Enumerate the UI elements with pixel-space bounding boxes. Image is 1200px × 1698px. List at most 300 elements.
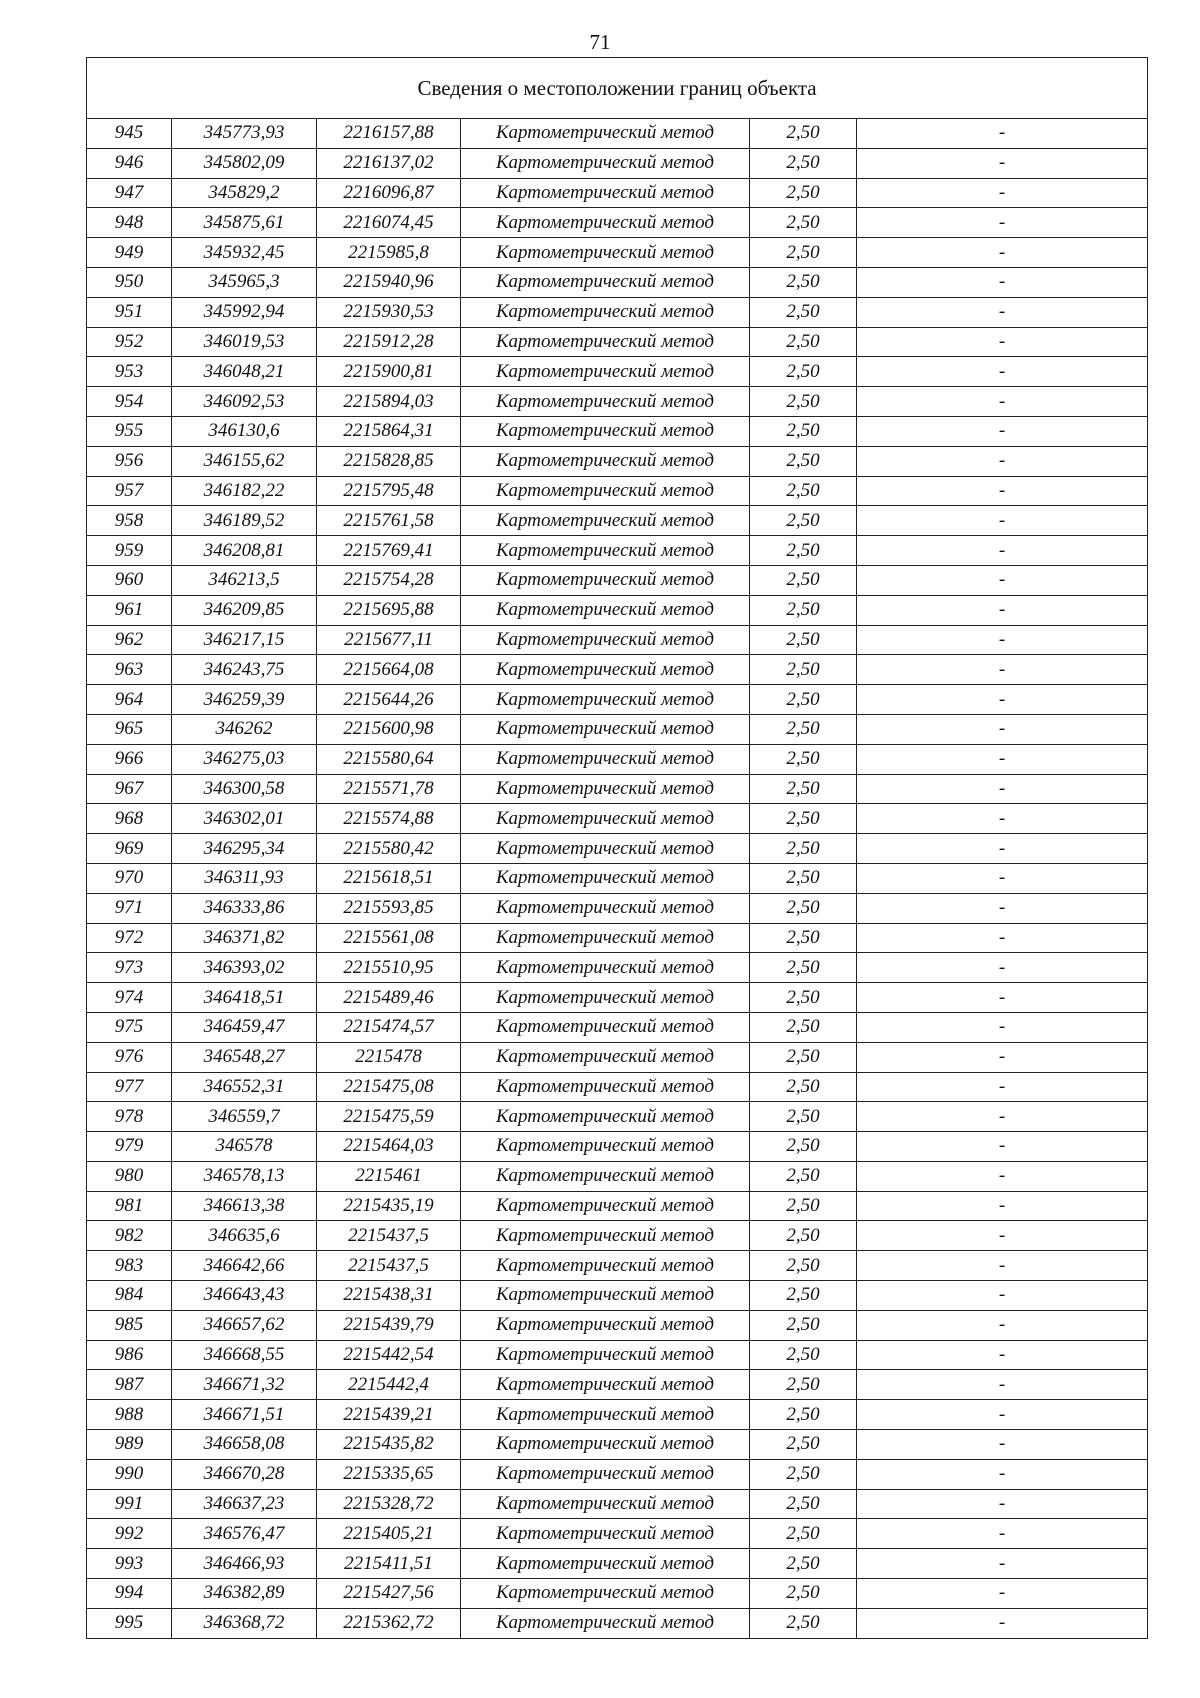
cell-method: Картометрический метод <box>461 1370 750 1400</box>
cell-accuracy: 2,50 <box>750 1191 857 1221</box>
cell-y-coordinate: 2215437,5 <box>317 1221 461 1251</box>
table-title-row <box>87 58 1148 119</box>
cell-description: - <box>857 238 1148 268</box>
cell-description: - <box>857 327 1148 357</box>
cell-x-coordinate: 346182,22 <box>172 476 317 506</box>
cell-point-number: 948 <box>87 208 172 238</box>
cell-x-coordinate: 346637,23 <box>172 1489 317 1519</box>
cell-x-coordinate: 345965,3 <box>172 267 317 297</box>
cell-y-coordinate: 2215475,08 <box>317 1072 461 1102</box>
table-row <box>87 834 1148 864</box>
cell-description: - <box>857 1221 1148 1251</box>
cell-y-coordinate: 2216074,45 <box>317 208 461 238</box>
cell-method: Картометрический метод <box>461 416 750 446</box>
cell-method: Картометрический метод <box>461 119 750 149</box>
cell-point-number: 958 <box>87 506 172 536</box>
cell-description: - <box>857 416 1148 446</box>
cell-point-number: 961 <box>87 595 172 625</box>
cell-description: - <box>857 863 1148 893</box>
cell-point-number: 962 <box>87 625 172 655</box>
cell-description: - <box>857 267 1148 297</box>
cell-description: - <box>857 714 1148 744</box>
cell-point-number: 994 <box>87 1579 172 1609</box>
cell-x-coordinate: 346217,15 <box>172 625 317 655</box>
cell-accuracy: 2,50 <box>750 1310 857 1340</box>
cell-y-coordinate: 2215580,64 <box>317 744 461 774</box>
table-row <box>87 565 1148 595</box>
cell-point-number: 989 <box>87 1430 172 1460</box>
cell-accuracy: 2,50 <box>750 1579 857 1609</box>
cell-accuracy: 2,50 <box>750 1281 857 1311</box>
table-row <box>87 1430 1148 1460</box>
cell-point-number: 949 <box>87 238 172 268</box>
cell-accuracy: 2,50 <box>750 1221 857 1251</box>
cell-x-coordinate: 346671,51 <box>172 1400 317 1430</box>
table-row <box>87 357 1148 387</box>
cell-method: Картометрический метод <box>461 983 750 1013</box>
table-row <box>87 506 1148 536</box>
cell-accuracy: 2,50 <box>750 774 857 804</box>
cell-point-number: 970 <box>87 863 172 893</box>
cell-description: - <box>857 1251 1148 1281</box>
cell-x-coordinate: 346668,55 <box>172 1340 317 1370</box>
cell-y-coordinate: 2215411,51 <box>317 1549 461 1579</box>
cell-y-coordinate: 2215644,26 <box>317 685 461 715</box>
cell-accuracy: 2,50 <box>750 536 857 566</box>
table-row <box>87 416 1148 446</box>
cell-description: - <box>857 834 1148 864</box>
cell-description: - <box>857 1281 1148 1311</box>
cell-accuracy: 2,50 <box>750 744 857 774</box>
cell-y-coordinate: 2215795,48 <box>317 476 461 506</box>
cell-x-coordinate: 346275,03 <box>172 744 317 774</box>
table-row <box>87 1489 1148 1519</box>
cell-description: - <box>857 923 1148 953</box>
cell-accuracy: 2,50 <box>750 625 857 655</box>
cell-point-number: 963 <box>87 655 172 685</box>
cell-x-coordinate: 346642,66 <box>172 1251 317 1281</box>
cell-point-number: 954 <box>87 387 172 417</box>
cell-description: - <box>857 625 1148 655</box>
cell-method: Картометрический метод <box>461 1430 750 1460</box>
cell-x-coordinate: 346643,43 <box>172 1281 317 1311</box>
cell-y-coordinate: 2215593,85 <box>317 893 461 923</box>
table-row <box>87 1608 1148 1638</box>
cell-x-coordinate: 346466,93 <box>172 1549 317 1579</box>
cell-y-coordinate: 2215478 <box>317 1042 461 1072</box>
cell-x-coordinate: 346243,75 <box>172 655 317 685</box>
table-row <box>87 1310 1148 1340</box>
cell-accuracy: 2,50 <box>750 863 857 893</box>
cell-y-coordinate: 2215985,8 <box>317 238 461 268</box>
cell-description: - <box>857 1519 1148 1549</box>
cell-description: - <box>857 1370 1148 1400</box>
cell-method: Картометрический метод <box>461 1251 750 1281</box>
table-row <box>87 1579 1148 1609</box>
cell-method: Картометрический метод <box>461 923 750 953</box>
table-row <box>87 655 1148 685</box>
cell-description: - <box>857 536 1148 566</box>
cell-method: Картометрический метод <box>461 536 750 566</box>
cell-point-number: 965 <box>87 714 172 744</box>
cell-x-coordinate: 346262 <box>172 714 317 744</box>
cell-accuracy: 2,50 <box>750 446 857 476</box>
cell-point-number: 951 <box>87 297 172 327</box>
cell-y-coordinate: 2215900,81 <box>317 357 461 387</box>
cell-x-coordinate: 346295,34 <box>172 834 317 864</box>
cell-y-coordinate: 2215695,88 <box>317 595 461 625</box>
cell-x-coordinate: 346576,47 <box>172 1519 317 1549</box>
cell-point-number: 953 <box>87 357 172 387</box>
cell-point-number: 977 <box>87 1072 172 1102</box>
cell-accuracy: 2,50 <box>750 267 857 297</box>
cell-method: Картометрический метод <box>461 208 750 238</box>
cell-description: - <box>857 774 1148 804</box>
cell-method: Картометрический метод <box>461 893 750 923</box>
cell-y-coordinate: 2215828,85 <box>317 446 461 476</box>
cell-method: Картометрический метод <box>461 863 750 893</box>
cell-x-coordinate: 346311,93 <box>172 863 317 893</box>
table-title: Сведения о местоположении границ объекта <box>87 58 1148 119</box>
table-row <box>87 119 1148 149</box>
cell-x-coordinate: 345829,2 <box>172 178 317 208</box>
cell-description: - <box>857 1310 1148 1340</box>
cell-method: Картометрический метод <box>461 1549 750 1579</box>
table-row <box>87 863 1148 893</box>
cell-description: - <box>857 1549 1148 1579</box>
cell-method: Картометрический метод <box>461 804 750 834</box>
table-row <box>87 923 1148 953</box>
cell-y-coordinate: 2215442,4 <box>317 1370 461 1400</box>
cell-description: - <box>857 208 1148 238</box>
cell-x-coordinate: 346130,6 <box>172 416 317 446</box>
cell-accuracy: 2,50 <box>750 1489 857 1519</box>
table-row <box>87 1370 1148 1400</box>
table-row <box>87 536 1148 566</box>
cell-point-number: 957 <box>87 476 172 506</box>
table-row <box>87 983 1148 1013</box>
cell-accuracy: 2,50 <box>750 655 857 685</box>
cell-y-coordinate: 2215571,78 <box>317 774 461 804</box>
cell-accuracy: 2,50 <box>750 1608 857 1638</box>
cell-method: Картометрический метод <box>461 625 750 655</box>
cell-method: Картометрический метод <box>461 1161 750 1191</box>
cell-y-coordinate: 2215438,31 <box>317 1281 461 1311</box>
cell-x-coordinate: 346635,6 <box>172 1221 317 1251</box>
cell-point-number: 985 <box>87 1310 172 1340</box>
cell-method: Картометрический метод <box>461 267 750 297</box>
table-row <box>87 148 1148 178</box>
table-row <box>87 1519 1148 1549</box>
table-body <box>87 58 1148 1639</box>
cell-method: Картометрический метод <box>461 238 750 268</box>
cell-method: Картометрический метод <box>461 506 750 536</box>
cell-x-coordinate: 346371,82 <box>172 923 317 953</box>
cell-method: Картометрический метод <box>461 1042 750 1072</box>
cell-description: - <box>857 1489 1148 1519</box>
cell-description: - <box>857 565 1148 595</box>
cell-method: Картометрический метод <box>461 1191 750 1221</box>
table-row <box>87 446 1148 476</box>
table-row <box>87 1221 1148 1251</box>
cell-accuracy: 2,50 <box>750 685 857 715</box>
cell-method: Картометрический метод <box>461 387 750 417</box>
cell-x-coordinate: 346259,39 <box>172 685 317 715</box>
cell-y-coordinate: 2215894,03 <box>317 387 461 417</box>
cell-point-number: 964 <box>87 685 172 715</box>
cell-x-coordinate: 346459,47 <box>172 1012 317 1042</box>
cell-point-number: 986 <box>87 1340 172 1370</box>
cell-accuracy: 2,50 <box>750 1340 857 1370</box>
cell-accuracy: 2,50 <box>750 1042 857 1072</box>
cell-y-coordinate: 2215427,56 <box>317 1579 461 1609</box>
table-row <box>87 1459 1148 1489</box>
cell-method: Картометрический метод <box>461 1281 750 1311</box>
cell-y-coordinate: 2215864,31 <box>317 416 461 446</box>
cell-point-number: 974 <box>87 983 172 1013</box>
cell-y-coordinate: 2216137,02 <box>317 148 461 178</box>
cell-description: - <box>857 1102 1148 1132</box>
cell-x-coordinate: 346548,27 <box>172 1042 317 1072</box>
cell-point-number: 975 <box>87 1012 172 1042</box>
cell-description: - <box>857 953 1148 983</box>
table-row <box>87 476 1148 506</box>
cell-x-coordinate: 346019,53 <box>172 327 317 357</box>
cell-x-coordinate: 345773,93 <box>172 119 317 149</box>
table-row <box>87 1281 1148 1311</box>
cell-method: Картометрический метод <box>461 1489 750 1519</box>
cell-y-coordinate: 2215761,58 <box>317 506 461 536</box>
cell-point-number: 976 <box>87 1042 172 1072</box>
cell-description: - <box>857 983 1148 1013</box>
cell-description: - <box>857 1161 1148 1191</box>
cell-description: - <box>857 297 1148 327</box>
cell-accuracy: 2,50 <box>750 1161 857 1191</box>
cell-y-coordinate: 2215439,79 <box>317 1310 461 1340</box>
cell-description: - <box>857 178 1148 208</box>
cell-accuracy: 2,50 <box>750 1012 857 1042</box>
cell-method: Картометрический метод <box>461 1132 750 1162</box>
cell-point-number: 968 <box>87 804 172 834</box>
cell-accuracy: 2,50 <box>750 595 857 625</box>
table-row <box>87 595 1148 625</box>
cell-x-coordinate: 346368,72 <box>172 1608 317 1638</box>
cell-x-coordinate: 346302,01 <box>172 804 317 834</box>
table-row <box>87 1072 1148 1102</box>
cell-point-number: 978 <box>87 1102 172 1132</box>
cell-method: Картометрический метод <box>461 178 750 208</box>
cell-accuracy: 2,50 <box>750 148 857 178</box>
cell-y-coordinate: 2215618,51 <box>317 863 461 893</box>
cell-point-number: 966 <box>87 744 172 774</box>
cell-method: Картометрический метод <box>461 1102 750 1132</box>
cell-description: - <box>857 1608 1148 1638</box>
cell-x-coordinate: 346559,7 <box>172 1102 317 1132</box>
cell-y-coordinate: 2215362,72 <box>317 1608 461 1638</box>
cell-description: - <box>857 1430 1148 1460</box>
cell-accuracy: 2,50 <box>750 923 857 953</box>
cell-x-coordinate: 346418,51 <box>172 983 317 1013</box>
cell-accuracy: 2,50 <box>750 208 857 238</box>
cell-method: Картометрический метод <box>461 1459 750 1489</box>
cell-point-number: 995 <box>87 1608 172 1638</box>
cell-y-coordinate: 2215940,96 <box>317 267 461 297</box>
cell-accuracy: 2,50 <box>750 804 857 834</box>
cell-method: Картометрический метод <box>461 1400 750 1430</box>
table-row <box>87 297 1148 327</box>
cell-y-coordinate: 2215475,59 <box>317 1102 461 1132</box>
cell-x-coordinate: 346670,28 <box>172 1459 317 1489</box>
cell-accuracy: 2,50 <box>750 1549 857 1579</box>
cell-method: Картометрический метод <box>461 446 750 476</box>
cell-method: Картометрический метод <box>461 1072 750 1102</box>
cell-point-number: 973 <box>87 953 172 983</box>
cell-method: Картометрический метод <box>461 357 750 387</box>
cell-point-number: 956 <box>87 446 172 476</box>
cell-point-number: 988 <box>87 1400 172 1430</box>
cell-accuracy: 2,50 <box>750 506 857 536</box>
cell-method: Картометрический метод <box>461 953 750 983</box>
cell-description: - <box>857 1072 1148 1102</box>
cell-accuracy: 2,50 <box>750 387 857 417</box>
cell-accuracy: 2,50 <box>750 178 857 208</box>
cell-y-coordinate: 2215561,08 <box>317 923 461 953</box>
cell-method: Картометрический метод <box>461 1012 750 1042</box>
cell-accuracy: 2,50 <box>750 1251 857 1281</box>
cell-method: Картометрический метод <box>461 595 750 625</box>
cell-accuracy: 2,50 <box>750 834 857 864</box>
cell-accuracy: 2,50 <box>750 416 857 446</box>
cell-accuracy: 2,50 <box>750 1430 857 1460</box>
cell-point-number: 952 <box>87 327 172 357</box>
cell-method: Картометрический метод <box>461 744 750 774</box>
page-number: 71 <box>589 30 611 54</box>
cell-y-coordinate: 2215664,08 <box>317 655 461 685</box>
cell-description: - <box>857 893 1148 923</box>
cell-y-coordinate: 2215769,41 <box>317 536 461 566</box>
boundary-coordinates-table <box>86 57 1148 1639</box>
cell-x-coordinate: 346613,38 <box>172 1191 317 1221</box>
cell-method: Картометрический метод <box>461 1221 750 1251</box>
cell-y-coordinate: 2215930,53 <box>317 297 461 327</box>
cell-x-coordinate: 345932,45 <box>172 238 317 268</box>
cell-method: Картометрический метод <box>461 834 750 864</box>
table-row <box>87 1400 1148 1430</box>
cell-method: Картометрический метод <box>461 1579 750 1609</box>
table-row <box>87 714 1148 744</box>
cell-y-coordinate: 2215335,65 <box>317 1459 461 1489</box>
cell-accuracy: 2,50 <box>750 1072 857 1102</box>
cell-description: - <box>857 506 1148 536</box>
cell-x-coordinate: 345802,09 <box>172 148 317 178</box>
cell-y-coordinate: 2215435,19 <box>317 1191 461 1221</box>
cell-point-number: 983 <box>87 1251 172 1281</box>
table-row <box>87 893 1148 923</box>
cell-accuracy: 2,50 <box>750 357 857 387</box>
cell-description: - <box>857 685 1148 715</box>
table-row <box>87 1012 1148 1042</box>
cell-point-number: 984 <box>87 1281 172 1311</box>
table-row <box>87 178 1148 208</box>
cell-y-coordinate: 2216157,88 <box>317 119 461 149</box>
cell-method: Картометрический метод <box>461 148 750 178</box>
cell-y-coordinate: 2215600,98 <box>317 714 461 744</box>
table-row <box>87 387 1148 417</box>
cell-point-number: 960 <box>87 565 172 595</box>
table-row <box>87 327 1148 357</box>
cell-description: - <box>857 476 1148 506</box>
cell-point-number: 971 <box>87 893 172 923</box>
cell-method: Картометрический метод <box>461 774 750 804</box>
cell-x-coordinate: 346208,81 <box>172 536 317 566</box>
cell-accuracy: 2,50 <box>750 119 857 149</box>
cell-point-number: 982 <box>87 1221 172 1251</box>
table-row <box>87 208 1148 238</box>
cell-point-number: 981 <box>87 1191 172 1221</box>
cell-y-coordinate: 2215461 <box>317 1161 461 1191</box>
cell-y-coordinate: 2215442,54 <box>317 1340 461 1370</box>
cell-method: Картометрический метод <box>461 1340 750 1370</box>
cell-y-coordinate: 2215912,28 <box>317 327 461 357</box>
cell-point-number: 987 <box>87 1370 172 1400</box>
cell-y-coordinate: 2215580,42 <box>317 834 461 864</box>
cell-point-number: 980 <box>87 1161 172 1191</box>
table-row <box>87 685 1148 715</box>
cell-point-number: 947 <box>87 178 172 208</box>
cell-description: - <box>857 1012 1148 1042</box>
cell-point-number: 967 <box>87 774 172 804</box>
cell-description: - <box>857 148 1148 178</box>
table-row <box>87 625 1148 655</box>
table-row <box>87 744 1148 774</box>
cell-point-number: 946 <box>87 148 172 178</box>
cell-method: Картометрический метод <box>461 714 750 744</box>
table-row <box>87 267 1148 297</box>
cell-description: - <box>857 1191 1148 1221</box>
cell-point-number: 959 <box>87 536 172 566</box>
cell-description: - <box>857 1459 1148 1489</box>
cell-description: - <box>857 1579 1148 1609</box>
table-row <box>87 774 1148 804</box>
cell-x-coordinate: 345992,94 <box>172 297 317 327</box>
cell-description: - <box>857 655 1148 685</box>
cell-point-number: 991 <box>87 1489 172 1519</box>
table-row <box>87 1161 1148 1191</box>
cell-description: - <box>857 119 1148 149</box>
cell-accuracy: 2,50 <box>750 1400 857 1430</box>
cell-point-number: 969 <box>87 834 172 864</box>
table-row <box>87 1549 1148 1579</box>
cell-point-number: 990 <box>87 1459 172 1489</box>
cell-x-coordinate: 346155,62 <box>172 446 317 476</box>
table-row <box>87 1102 1148 1132</box>
cell-y-coordinate: 2215405,21 <box>317 1519 461 1549</box>
cell-accuracy: 2,50 <box>750 1132 857 1162</box>
cell-method: Картометрический метод <box>461 327 750 357</box>
cell-y-coordinate: 2215435,82 <box>317 1430 461 1460</box>
cell-description: - <box>857 446 1148 476</box>
cell-description: - <box>857 1340 1148 1370</box>
cell-y-coordinate: 2215754,28 <box>317 565 461 595</box>
table-row <box>87 1340 1148 1370</box>
cell-x-coordinate: 346048,21 <box>172 357 317 387</box>
cell-y-coordinate: 2215439,21 <box>317 1400 461 1430</box>
cell-point-number: 979 <box>87 1132 172 1162</box>
cell-accuracy: 2,50 <box>750 1102 857 1132</box>
cell-x-coordinate: 346300,58 <box>172 774 317 804</box>
cell-y-coordinate: 2215328,72 <box>317 1489 461 1519</box>
cell-method: Картометрический метод <box>461 1519 750 1549</box>
